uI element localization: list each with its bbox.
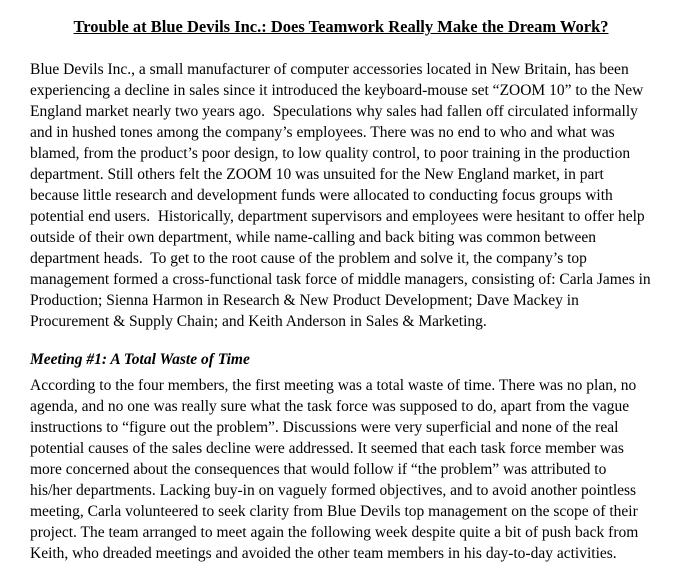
section-heading-meeting-1: Meeting #1: A Total Waste of Time [30, 351, 250, 368]
document-title: Trouble at Blue Devils Inc.: Does Teamwork Really Make the Dream Work? [73, 17, 609, 36]
intro-paragraph: Blue Devils Inc., a small manufacturer of computer accessories located in New Britain, has been experiencing a decline in sales since it introduced the keyboard-mouse set “ZOOM 10” to the New England market nearly two years ago. Speculations why sales had fallen off circulated informally and in hushed tones among the company’s employees. There was no end to who and what was blamed, from the product’s poor design, to low quality control, to poor training in the production department. Still others felt the ZOOM 10 was unsuited for the New England market, in part because little research and development funds were allocated to conducting focus groups with potential end users. Historically, department supervisors and employees were hesitant to offer help outside of their own department, while name-calling and back biting was common between department heads. To get to the root cause of the problem and solve it, the company’s top management formed a cross-functional task force of middle managers, consisting of: Carla James in Production; Sienna Harmon in Research & New Product Development; Dave Mackey in Procurement & Supply Chain; and Keith Anderson in Sales & Marketing. [30, 61, 655, 330]
meeting-1-paragraph: According to the four members, the first meeting was a total waste of time. There was no plan, no agenda, and no one was really sure what the task force was supposed to do, apart from the vague instructions to “figure out the problem”. Discussions were very superficial and none of the real potential causes of the sales decline were addressed. It seemed that each task force member was more concerned about the consequences that would follow if “the problem” was attributed to his/her departments. Lacking buy-in on vaguely formed objectives, and to avoid another pointless meeting, Carla volunteered to seek clarity from Blue Devils top management on the scope of their project. The team arranged to meet again the following week despite quite a bit of push back from Keith, who dreaded meetings and avoided the other team members in his day-to-day activities. [30, 377, 643, 562]
